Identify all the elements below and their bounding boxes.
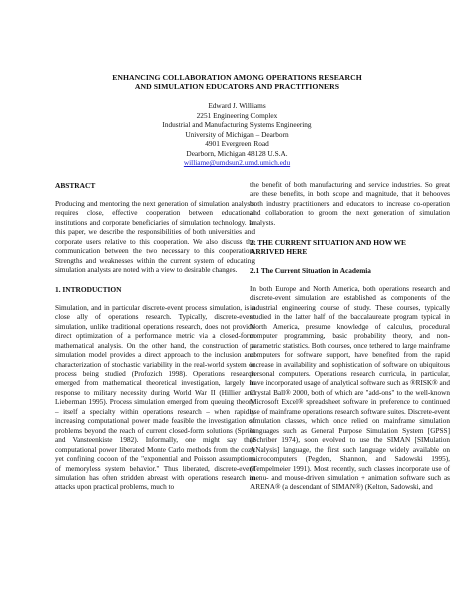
section-2-1-text: In both Europe and North America, both operations research and discrete-event simulation are established as components of the industrial engineering course of study. These courses, typically studied in the latter half of the baccalaureate program typical in North America, presume knowledge of calculus, procedural computer programming, basic probability theory, and non-parametric statistics. Both courses, once tethered to large mainframe computers for software support, have benefited from the rapid increase in availability and sophistication of software on ubiquitous personal computers. Operations research curricula, in particular, have incorporated usage of analytical software such as ®RISK® and Crystal Ball® 2000, both of which are "add-ons" to the well-known Microsoft Excel® spreadsheet software in preference to continued use of mainframe operations research software suites. Discrete-event simulation classes, which once relied on mainframe simulation languages such as General Purpose Simulation System [GPSS] (Schriber 1974), soon evolved to use the SIMAN [SIMulation ANalysis] language, the first such language widely available on microcomputers (Pegden, Shannon, and Sadowski 1995), (Tempelmeier 1991). Most recently, such classes incorporate use of menu- and mouse-driven simulation + animation software such as ARENA® (a descendant of SIMAN®) (Kelton, Sadowski, and <box>250 284 450 492</box>
spacer <box>250 257 450 266</box>
title-line-2: AND SIMULATION EDUCATORS AND PRACTITIONERS <box>134 82 340 92</box>
title-line-1: ENHANCING COLLABORATION AMONG OPERATIONS RESEARCH <box>112 73 362 82</box>
introduction-heading: 1. INTRODUCTION <box>55 284 122 294</box>
section-2-heading-line-1: 2. THE CURRENT SITUATION AND HOW WE <box>250 237 406 247</box>
abstract-text: Producing and mentoring the next generation of simulation analysts requires close, effective cooperation between educational institutions and corporate beneficiaries of simulation technology. In this paper, we describe the responsibilities of both universities and corporate users relative to this cooperation. We also discuss the communication between the two necessary to this cooperation. Strengths and weaknesses within the current system of educating simulation analysts are noted with a view to desirable changes. <box>55 199 255 275</box>
continuation-text: the benefit of both manufacturing and service industries. So great are these benefits, in both scope and magnitude, that it behooves both industry practitioners and educators to increase co-operation and collaboration to groom the next generation of simulation analysts. <box>250 181 450 227</box>
author-email-link[interactable]: williame@umdsun2.umd.umich.edu <box>183 158 291 168</box>
author-address-line-1: 2251 Engineering Complex <box>196 110 278 120</box>
abstract-heading: ABSTRACT <box>55 181 96 190</box>
author-address-line-2: Industrial and Manufacturing Systems Engineering <box>162 120 312 130</box>
author-name: Edward J. Williams <box>208 101 266 110</box>
author-address-line-3: University of Michigan – Dearborn <box>185 129 289 139</box>
right-column <box>250 181 450 493</box>
spacer <box>55 294 255 303</box>
author-address-line-4: 4901 Evergreen Road <box>205 139 269 149</box>
author-block <box>100 101 374 168</box>
left-column <box>55 181 255 493</box>
section-2-heading <box>250 238 450 257</box>
section-2-1-heading: 2.1 The Current Situation in Academia <box>250 266 371 276</box>
spacer <box>250 276 450 285</box>
spacer <box>55 190 255 199</box>
paper-title <box>40 73 434 92</box>
section-2-heading-line-2: ARRIVED HERE <box>250 247 308 257</box>
author-address-line-5: Dearborn, Michigan 48128 U.S.A. <box>186 148 288 158</box>
spacer <box>250 228 450 237</box>
introduction-text: Simulation, and in particular discrete-event process simulation, is a close ally of operations research. Typically, discrete-event simulation, unlike traditional operations research, does not provide direct optimization of a performance metric via a closed-form mathematical analysis. On the other hand, the construction of a simulation model provides a direct approach to the inclusion and characterization of stochastic variability in the real-world system or process being studied (Profozich 1998). Operations research emerged from mathematical theoretical investigation, largely in response to military necessity during World War II (Hillier and Lieberman 1995). Process simulation emerged from queuing theory – itself a specialty within operations research – when rapidly increasing computational power made feasible the investigation of problems beyond the reach of current closed-form solutions (Spriet and Vansteenkiste 1982). Informally, one might say that computational power liberated Monte Carlo methods from the cozy yet confining cocoon of the "exponential and Poisson assumptions of memoryless system behavior." Thus liberated, discrete-event simulation has often stridden abreast with operations research in attacks upon practical problems, much to <box>55 303 255 492</box>
spacer <box>55 276 255 285</box>
